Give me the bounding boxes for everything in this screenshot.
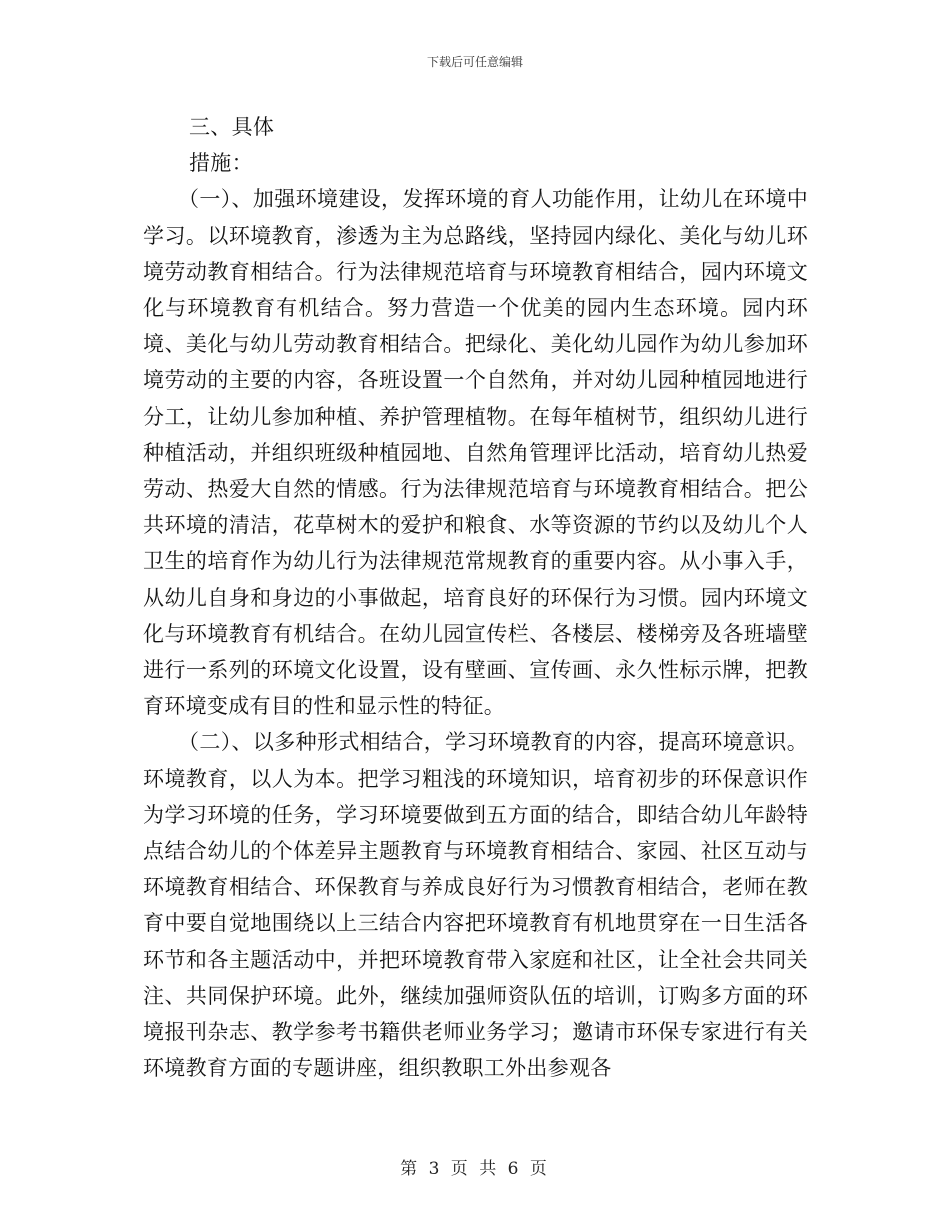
paragraph-2: （二）、以多种形式相结合，学习环境教育的内容，提高环境意识。环境教育，以人为本。把学习粗浅的环境知识，培育初步的环保意识作为学习环境的任务，学习环境要做到五方面的结合，即结合幼儿年龄特点结合幼儿的个体差异主题教育与环境教育相结合、家园、社区互动与环境教育相结合、环保教育与养成良好行为习惯教育相结合，老师在教育中要自觉地围绕以上三结合内容把环境教育有机地贯穿在一日生活各环节和各主题活动中，并把环境教育带入家庭和社区，让全社会共同关注、共同保护环境。此外，继续加强师资队伍的培训，订购多方面的环境报刊杂志、教学参考书籍供老师业务学习；邀请市环保专家进行有关环境教育方面的专题讲座，组织教职工外出参观各 xyxy=(143,730,808,1081)
document-body xyxy=(143,109,808,1086)
section-heading: 三、具体 xyxy=(189,115,275,139)
page-number-footer: 第 3 页 共 6 页 xyxy=(400,1159,550,1179)
page-header-note: 下载后可任意编辑 xyxy=(426,55,523,69)
paragraph-1: （一）、加强环境建设，发挥环境的育人功能作用，让幼儿在环境中学习。以环境教育，渗透为主为总路线，坚持园内绿化、美化与幼儿环境劳动教育相结合。行为法律规范培育与环境教育相结合，园内环境文化与环境教育有机结合。努力营造一个优美的园内生态环境。园内环境、美化与幼儿劳动教育相结合。把绿化、美化幼儿园作为幼儿参加环境劳动的主要的内容，各班设置一个自然角，并对幼儿园种植园地进行分工，让幼儿参加种植、养护管理植物。在每年植树节，组织幼儿进行种植活动，并组织班级种植园地、自然角管理评比活动，培育幼儿热爱劳动、热爱大自然的情感。行为法律规范培育与环境教育相结合。把公共环境的清洁，花草树木的爱护和粮食、水等资源的节约以及幼儿个人卫生的培育作为幼儿行为法律规范常规教育的重要内容。从小事入手，从幼儿自身和身边的小事做起，培育良好的环保行为习惯。园内环境文化与环境教育有机结合。在幼儿园宣传栏、各楼层、楼梯旁及各班墙壁进行一系列的环境文化设置，设有壁画、宣传画、永久性标示牌，把教育环境变成有目的性和显示性的特征。 xyxy=(143,187,808,719)
section-heading-continuation: 措施： xyxy=(189,151,253,176)
